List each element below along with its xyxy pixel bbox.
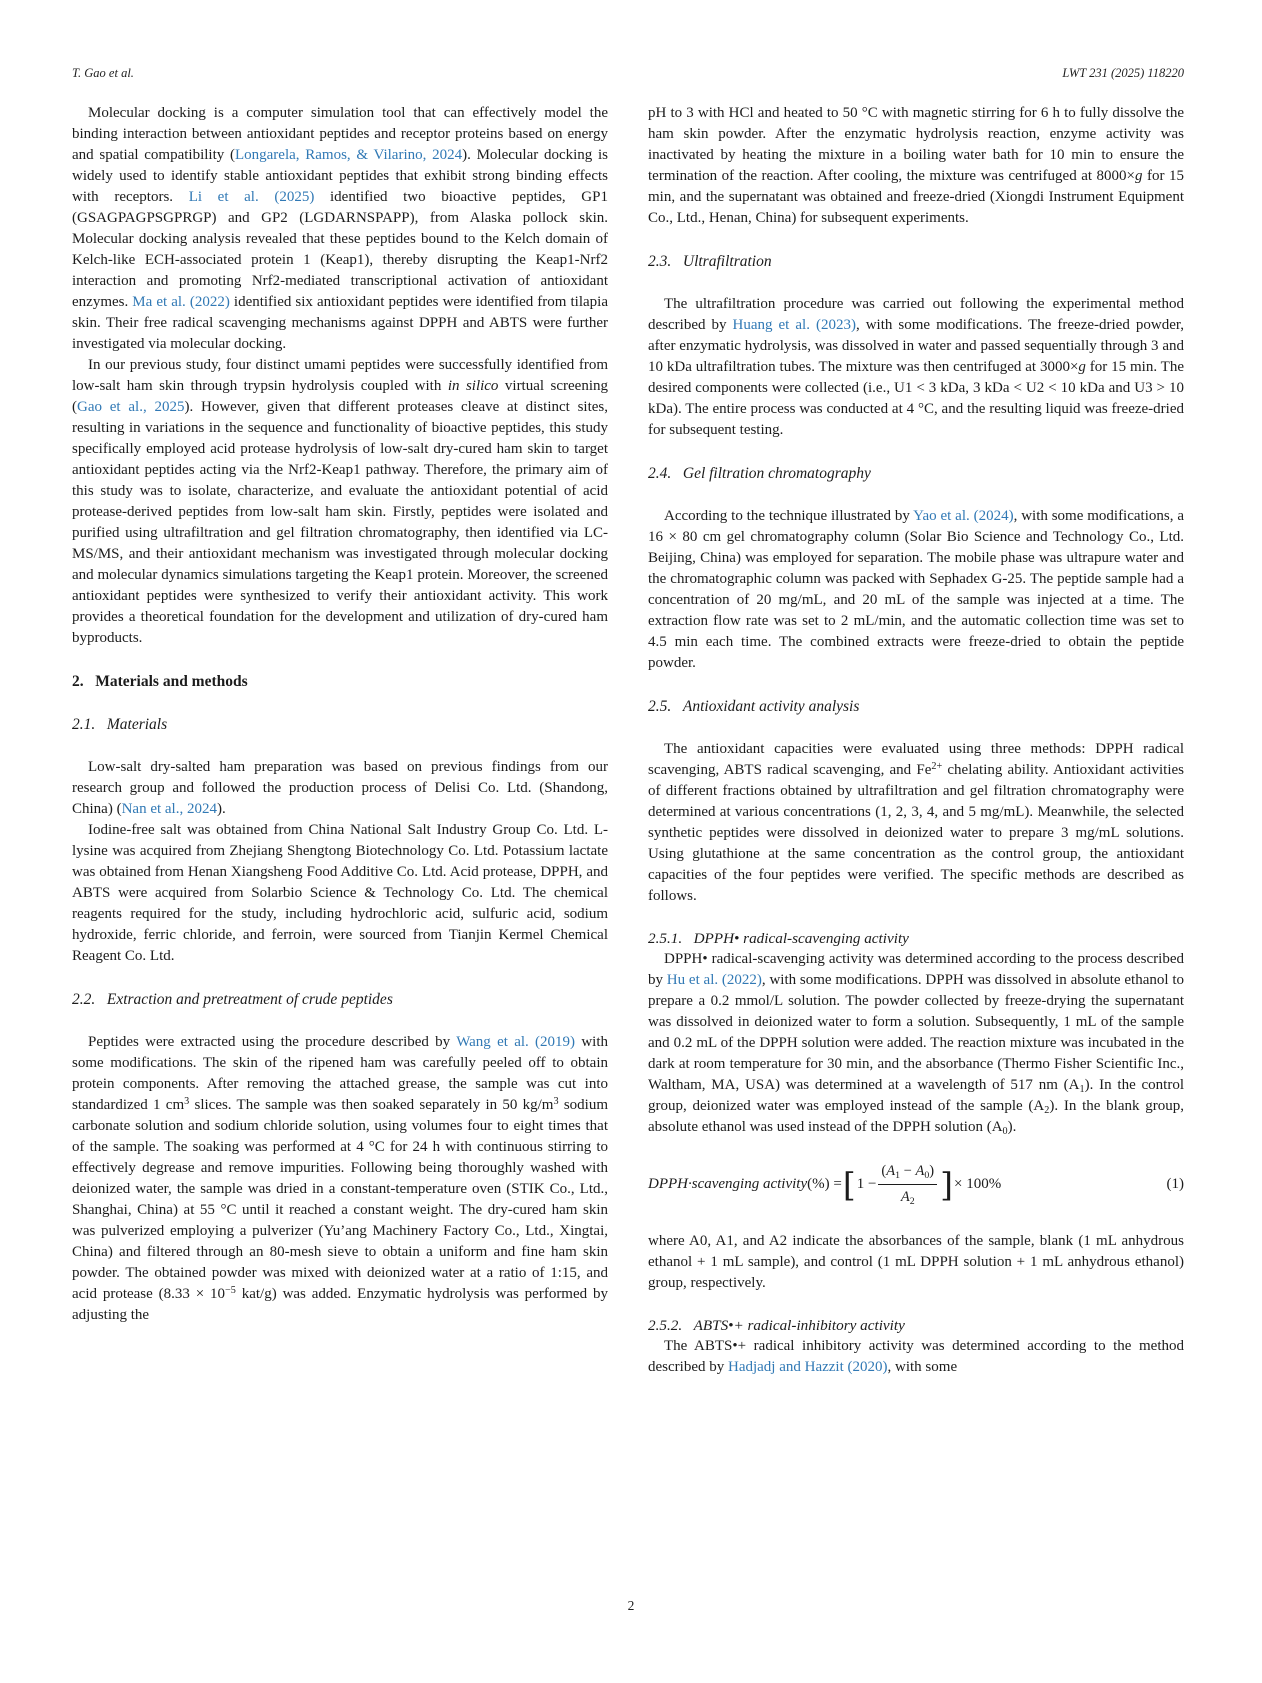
text-segment: Molecular docking is a computer simulation tool that can effectively model the binding interaction between antioxidant peptides and receptor proteins based on energy and spatial compatibility (	[72, 105, 608, 163]
text-segment: where A0, A1, and A2 indicate the absorbances of the sample, blank (1 mL anhydrous ethanol + 1 mL sample), and control (1 mL DPPH solution + 1 mL anhydrous ethanol) group, respectively.	[648, 1233, 1184, 1291]
paragraph-intro-docking	[72, 103, 608, 355]
right-column	[648, 103, 1184, 1378]
paragraph-reagents	[72, 820, 608, 967]
text-segment: 0	[924, 1169, 930, 1181]
equation-dpph-scavenging	[648, 1161, 1184, 1208]
text-segment: for 15 min, and the supernatant was obtained and freeze-dried (Xiongdi Instrument Equipment Co., Ltd., Henan, China) for subsequent experiments.	[648, 168, 1184, 226]
paragraph-abts-procedure	[648, 1336, 1184, 1378]
text-segment: The ABTS•+ radical inhibitory activity was determined according to the method described by	[648, 1338, 1184, 1375]
text-segment: identified two bioactive peptides, GP1 (GSAGPAGPSGPRGP) and GP2 (LGDARNSPAPP), from Alaska pollock skin. Molecular docking analysis revealed that these peptides bound to the Kelch domain of Kelch-like ECH-associated protein 1 (Keap1), thereby disrupting the Keap1-Nrf2 interaction and promoting Nrf2-mediated transcriptional activation of antioxidant enzymes.	[72, 189, 608, 310]
section-heading-extraction: 2.2. Extraction and pretreatment of crude peptides	[72, 991, 393, 1008]
running-head	[72, 66, 1184, 81]
citation-link[interactable]: Hu et al. (2022)	[666, 972, 762, 988]
equation-open-bracket: [	[842, 1164, 856, 1204]
text-segment: in silico	[447, 378, 499, 394]
text-segment: , with some modifications. The freeze-dried powder, after enzymatic hydrolysis, was dissolved in water and passed sequentially through 3 and 10 kDa ultrafiltration tubes. The mixture was then centrifuged at 3000×	[648, 317, 1184, 375]
text-segment: 3	[184, 1095, 190, 1107]
text-segment: , with some modifications. DPPH was dissolved in absolute ethanol to prepare a 0.2 mmol/L solution. The powder collected by freeze-drying the supernatant was dissolved in deionized water to form a solution. Subsequently, 1 mL of the sample and 0.2 mL of the DPPH solution were added. The reaction mixture was incubated in the dark at room temperature for 30 min, and the absorbance (Thermo Fisher Scientific Inc., Waltham, MA, USA) was determined at a wavelength of 517 nm (A	[648, 972, 1184, 1093]
text-segment: ).	[1007, 1119, 1017, 1135]
equation-fraction	[878, 1161, 937, 1208]
article-body	[72, 103, 1184, 1378]
text-segment: ). In the blank group, absolute ethanol was used instead of the DPPH solution (A	[648, 1098, 1184, 1135]
citation-link[interactable]: Li et al. (2025)	[188, 189, 315, 205]
text-segment: sodium carbonate solution and sodium chloride solution, using volumes four to eight times that of the sample. The soaking was performed at 4 °C for 24 h with continuous stirring to effectively degrease and remove impurities. Following being thoroughly washed with deionized water, the sample was dried in a constant-temperature oven (STIK Co., Ltd., Shanghai, China) at 55 °C until it reached a constant weight. The dry-cured ham skin was pulverized employing a pulverizer (Yu’ang Machinery Factory Co., Ltd., Xingtai, China) and filtered through an 80-mesh sieve to obtain a uniform and fine ham skin powder. The obtained powder was mixed with deionized water at a ratio of 1:15, and acid protease (8.33 × 10	[72, 1097, 609, 1302]
equation-lhs: DPPH·scavenging activity	[648, 1176, 808, 1192]
section-heading-dpph: 2.5.1. DPPH• radical-scavenging activity	[648, 930, 909, 947]
text-segment: , with some modifications, a 16 × 80 cm gel chromatography column (Solar Bio Science and Technology Co., Ltd. Beijing, China) was employed for separation. The mobile phase was ultrapure water and the chromatographic column was packed with Sephadex G-25. The peptide sample had a concentration of 20 mg/mL, and 20 mL of the sample was injected at a time. The extraction flow rate was set to 2 mL/min, and the automatic collection time was set to 4.5 min each time. The combined extracts were freeze-dried to obtain the peptide powder.	[648, 508, 1184, 671]
text-segment: ). Molecular docking is widely used to identify stable antioxidant peptides that exhibit strong binding effects with receptors.	[72, 147, 609, 205]
text-segment: )	[929, 1163, 935, 1179]
text-segment: kat/g) was added. Enzymatic hydrolysis was performed by adjusting the	[72, 1286, 608, 1323]
citation-link[interactable]: Wang et al. (2019)	[456, 1034, 576, 1050]
text-segment: −	[900, 1163, 916, 1179]
text-segment: Peptides were extracted using the procedure described by	[88, 1034, 457, 1050]
text-segment: ). However, given that different proteases cleave at distinct sites, resulting in variations in the sequence and functionality of bioactive peptides, this study specifically employed acid protease hydrolysis of low-salt dry-cured ham skin to target antioxidant peptides acting via the Nrf2-Keap1 pathway. Therefore, the primary aim of this study was to isolate, characterize, and evaluate the antioxidant potential of acid protease-derived peptides from low-salt ham skin. Firstly, peptides were isolated and purified using ultrafiltration and gel filtration chromatography, then identified via LC-MS/MS, and their antioxidant mechanism was investigated through molecular docking and molecular dynamics simulations targeting the Keap1 protein. Moreover, the screened antioxidant peptides were synthesized to verify their antioxidant activity. This work provides a theoretical foundation for the development and utilization of dry-cured ham byproducts.	[72, 399, 608, 646]
text-segment: 1	[1079, 1083, 1085, 1095]
text-segment: 3	[553, 1095, 559, 1107]
citation-link[interactable]: Gao et al., 2025	[77, 399, 185, 415]
citation-link[interactable]: Huang et al. (2023)	[732, 317, 856, 333]
section-heading-gel-filtration: 2.4. Gel filtration chromatography	[648, 465, 871, 482]
text-segment: identified six antioxidant peptides were identified from tilapia skin. Their free radical scavenging mechanisms against DPPH and ABTS were further investigated via molecular docking.	[72, 294, 608, 352]
text-segment: A	[886, 1163, 896, 1179]
text-segment: for 15 min. The desired components were collected (i.e., U1 < 3 kDa, 3 kDa < U2 < 10 kDa and U3 > 10 kDa). The entire process was conducted at 4 °C, and the resulting liquid was freeze-dried for subsequent testing.	[648, 359, 1184, 438]
text-segment: with some modifications. The skin of the ripened ham was carefully peeled off to obtain protein components. After removing the attached grease, the sample was cut into standardized 1 cm	[72, 1034, 608, 1113]
citation-link[interactable]: Yao et al. (2024)	[913, 508, 1014, 524]
paragraph-dpph-procedure	[648, 949, 1184, 1138]
paragraph-ultrafiltration	[648, 294, 1184, 441]
text-segment: 2	[909, 1195, 915, 1207]
paragraph-where-clause	[648, 1231, 1184, 1294]
section-heading-materials-methods: 2. Materials and methods	[72, 673, 248, 690]
text-segment: The antioxidant capacities were evaluated using three methods: DPPH radical scavenging, ABTS radical scavenging, and Fe	[648, 741, 1184, 778]
paragraph-ham-preparation	[72, 757, 608, 820]
equation-numerator	[878, 1161, 937, 1184]
equation-number: (1)	[1166, 1176, 1184, 1192]
paragraph-antioxidant-methods	[648, 739, 1184, 907]
paragraph-extraction-procedure	[72, 1032, 608, 1326]
text-segment: virtual screening (	[72, 378, 608, 415]
text-segment: chelating ability. Antioxidant activities of different fractions obtained by ultrafiltration and gel filtration chromatography were determined at various concentrations (1, 2, 3, 4, and 5 mg/mL). Meanwhile, the selected synthetic peptides were dissolved in deionized water to prepare 3 mg/mL solutions. Using glutathione at the same concentration as the control group, the antioxidant capacities of the four peptides were verified. The specific methods are described as follows.	[648, 762, 1184, 904]
text-segment: DPPH• radical-scavenging activity was determined according to the process described by	[648, 951, 1184, 988]
text-segment: Iodine-free salt was obtained from China National Salt Industry Group Co. Ltd. L-lysine was acquired from Zhejiang Shengtong Biotechnology Co. Ltd. Potassium lactate was obtained from Henan Xiangsheng Food Additive Co. Ltd. Acid protease, DPPH, and ABTS were acquired from Solarbio Science & Technology Co. Ltd. The chemical reagents required for the study, including hydrochloric acid, sulfuric acid, sodium hydroxide, ferric chloride, and ferroin, were sourced from Tianjin Kermel Chemical Reagent Co. Ltd.	[72, 822, 608, 964]
page-number: 2	[627, 1598, 635, 1613]
text-segment: −5	[225, 1284, 236, 1296]
citation-link[interactable]: Ma et al. (2022)	[132, 294, 230, 310]
running-head-journal: LWT 231 (2025) 118220	[1062, 66, 1184, 80]
citation-link[interactable]: Longarela, Ramos, & Vilarino, 2024	[234, 147, 463, 163]
text-segment: In our previous study, four distinct umami peptides were successfully identified from low-salt ham skin through trypsin hydrolysis coupled with	[72, 357, 608, 394]
text-segment: A	[915, 1163, 925, 1179]
text-segment: A	[900, 1189, 910, 1205]
citation-link[interactable]: Nan et al., 2024	[121, 801, 217, 817]
text-segment: ).	[216, 801, 226, 817]
text-segment: 0	[1002, 1125, 1008, 1137]
paragraph-hydrolysis-continued	[648, 103, 1184, 229]
equation-times-100: × 100%	[953, 1176, 1002, 1192]
section-heading-antioxidant-analysis: 2.5. Antioxidant activity analysis	[648, 698, 860, 715]
text-segment: ). In the control group, deionized water was employed instead of the sample (A	[648, 1077, 1185, 1114]
text-segment: Low-salt dry-salted ham preparation was based on previous findings from our research group and followed the production process of Delisi Co. Ltd. (Shandong, China) (	[72, 759, 608, 817]
equation-equals: (%) =	[807, 1176, 842, 1192]
text-segment: pH to 3 with HCl and heated to 50 °C with magnetic stirring for 6 h to fully dissolve the ham skin powder. After the enzymatic hydrolysis reaction, enzyme activity was inactivated by heating the mixture in a boiling water bath for 10 min to ensure the termination of the reaction. After cooling, the mixture was centrifuged at 8000×	[648, 105, 1184, 184]
text-segment: The ultrafiltration procedure was carried out following the experimental method described by	[648, 296, 1184, 333]
section-heading-materials: 2.1. Materials	[72, 716, 168, 733]
text-segment: (	[881, 1163, 887, 1179]
text-segment: g	[1135, 168, 1143, 184]
text-segment: 2+	[931, 760, 943, 772]
running-head-author: T. Gao et al.	[72, 66, 134, 80]
left-column	[72, 103, 608, 1378]
text-segment: g	[1078, 359, 1086, 375]
citation-link[interactable]: Hadjadj and Hazzit (2020)	[727, 1359, 888, 1375]
text-segment: , with some	[887, 1359, 958, 1375]
text-segment: slices. The sample was then soaked separately in 50 kg/m	[189, 1097, 554, 1113]
equation-close-bracket: ]	[940, 1164, 953, 1204]
equation-denominator	[878, 1184, 937, 1208]
paragraph-gel-filtration	[648, 506, 1184, 674]
section-heading-ultrafiltration: 2.3. Ultrafiltration	[648, 253, 772, 270]
text-segment: 2	[1044, 1104, 1050, 1116]
section-heading-abts: 2.5.2. ABTS•+ radical-inhibitory activity	[648, 1317, 905, 1334]
text-segment: 1	[895, 1169, 901, 1181]
equation-one-minus: 1 −	[856, 1176, 877, 1192]
text-segment: According to the technique illustrated by	[664, 508, 914, 524]
paragraph-previous-study	[72, 355, 608, 649]
